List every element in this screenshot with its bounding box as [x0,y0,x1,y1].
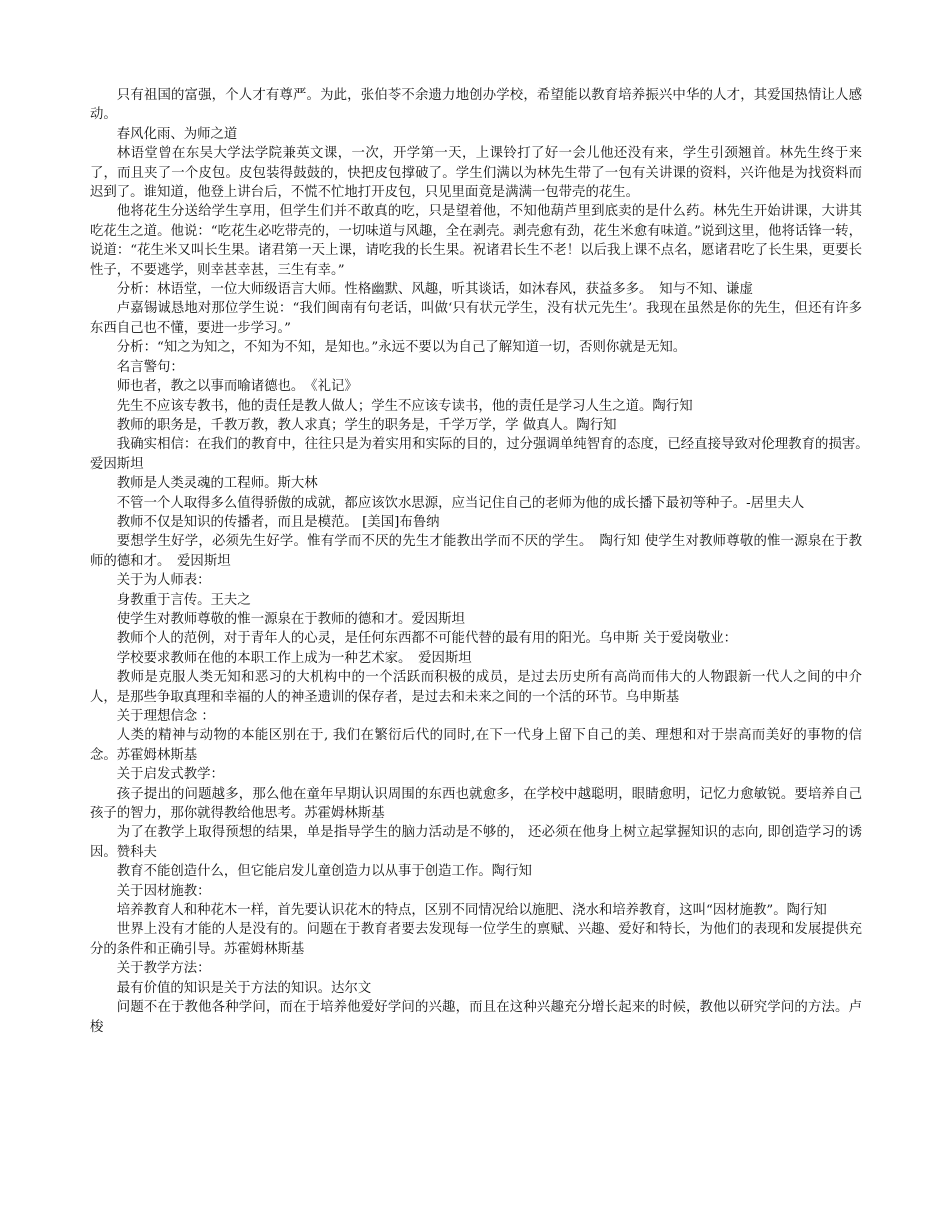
paragraph: 分析：“知之为知之，不知为不知，是知也。”永远不要以为自己了解知道一切，否则你就是无知。 [116,340,687,356]
section-heading: 名言警句： [116,359,184,375]
quote: 我确实相信：在我们的教育中，往往只是为着实用和实际的目的，过分强调单纯智育的态度，已经直接导致对伦理教育的损害。 爱因斯坦 [90,437,876,472]
quote: 教师不仅是知识的传播者，而且是模范。 [美国]布鲁纳 [116,514,440,530]
section-heading: 关于为人师表： [116,573,211,589]
quote: 先生不应该专教书，他的责任是教人做人；学生不应该专读书，他的责任是学习人生之道。陶行知 [116,398,693,414]
section-heading: 关于教学方法： [116,961,211,977]
section-heading: 关于理想信念 ： [116,709,215,724]
section-heading: 春风化雨、为师之道 [116,126,238,142]
quote: 世界上没有才能的人是没有的。问题在于教育者要去发现每一位学生的禀赋、兴趣、爱好和特长，为他们的表现和发展提供充分的条件和正确引导。苏霍姆林斯基 [90,922,862,957]
quote: 教师的职务是，千教万教，教人求真；学生的职务是，千学万学，学 做真人。陶行知 [116,417,617,433]
quote: 最有价值的知识是关于方法的知识。达尔文 [116,980,372,996]
paragraph: 只有祖国的富强，个人才有尊严。为此，张伯苓不余遗力地创办学校，希望能以教育培养振兴中华的人才，其爱国热情让人感动。 [90,88,862,123]
quote: 为了在教学上取得预想的结果，单是指导学生的脑力活动是不够的， 还必须在他身上树立起掌握知识的志向, 即创造学习的诱因。赞科夫 [90,825,862,860]
quote: 学校要求教师在他的本职工作上成为一种艺术家。 爱因斯坦 [116,650,472,666]
quote: 教师个人的范例，对于青年人的心灵，是任何东西都不可能代替的最有用的阳光。乌申斯 关于爱岗敬业： [116,631,738,647]
paragraph: 他将花生分送给学生享用，但学生们并不敢真的吃，只是望着他，不知他葫芦里到底卖的是什么药。林先生开始讲课，大讲其吃花生之道。他说：“吃花生必吃带壳的，一切味道与风趣，全在剥壳。剥壳愈有劲，花生米愈有味道。”说到这里，他将话锋一转，说道：“花生米又叫长生果。诸君第一天上课，请吃我的长生果。祝诸君长生不老！以后我上课不点名，愿诸君吃了长生果，更要长性子，不要逃学，则幸甚幸甚，三生有幸。” [90,204,862,278]
quote: 身教重于言传。王夫之 [116,592,251,608]
quote: 师也者，教之以事而喻诸德也。 《礼记》 [116,379,358,395]
quote: 问题不在于教他各种学问，而在于培养他爱好学问的兴趣，而且在这种兴趣充分增长起来的时候，教他以研究学问的方法。卢梭 [90,1000,862,1035]
section-heading: 关于启发式教学： [116,767,224,783]
quote: 使学生对教师尊敬的惟一源泉在于教师的德和才。爱因斯坦 [116,611,465,627]
paragraph: 卢嘉锡诚恳地对那位学生说：“我们闽南有句老话，叫做‘只有状元学生，没有状元先生’。我现在虽然是你的先生，但还有许多东西自己也不懂，要进一步学习。” [90,301,862,336]
section-heading: 关于因材施教： [116,883,211,899]
paragraph: 分析：林语堂，一位大师级语言大师。性格幽默、风趣，听其谈话，如沐春风，获益多多。 知与不知、谦虚 [116,282,753,298]
quote: 孩子提出的问题越多，那么他在童年早期认识周围的东西也就愈多，在学校中越聪明，眼睛愈明，记忆力愈敏锐。要培养自己孩子的智力，那你就得教给他思考。苏霍姆林斯基 [90,786,862,822]
quote: 人类的精神与动物的本能区别在于, 我们在繁衍后代的同时,在下一代身上留下自己的美、理想和对于崇高而美好的事物的信念。苏霍姆林斯基 [90,728,862,763]
quote: 要想学生好学，必须先生好学。惟有学而不厌的先生才能教出学而不厌的学生。 陶行知 使学生对教师尊敬的惟一源泉在于教师的德和才。 爱因斯坦 [90,534,862,569]
quote: 教师是人类灵魂的工程师。斯大林 [116,476,318,492]
quote: 教育不能创造什么，但它能启发儿童创造力以从事于创造工作。陶行知 [116,864,532,880]
quote: 教师是克服人类无知和恶习的大机构中的一个活跃而积极的成员，是过去历史所有高尚而伟大的人物跟新一代人之间的中介人，是那些争取真理和幸福的人的神圣遗训的保存者，是过去和未来之间的一个活的环节。乌申斯基 [90,670,862,705]
quote: 培养教育人和种花木一样，首先要认识花木的特点，区别不同情况给以施肥、浇水和培养教育，这叫“因材施教”。陶行知 [116,903,827,919]
quote: 不管一个人取得多么值得骄傲的成就，都应该饮水思源，应当记住自己的老师为他的成长播下最初等种子。-居里夫人 [116,495,805,511]
paragraph: 林语堂曾在东吴大学法学院兼英文课，一次，开学第一天，上课铃打了好一会儿他还没有来，学生引颈翘首。林先生终于来了，而且夹了一个皮包。皮包装得鼓鼓的，快把皮包撑破了。学生们满以为林先生带了一包有关讲课的资料，兴许他是为找资料而迟到了。谁知道，他登上讲台后，不慌不忙地打开皮包，只见里面竟是满满一包带壳的花生。 [90,146,862,201]
